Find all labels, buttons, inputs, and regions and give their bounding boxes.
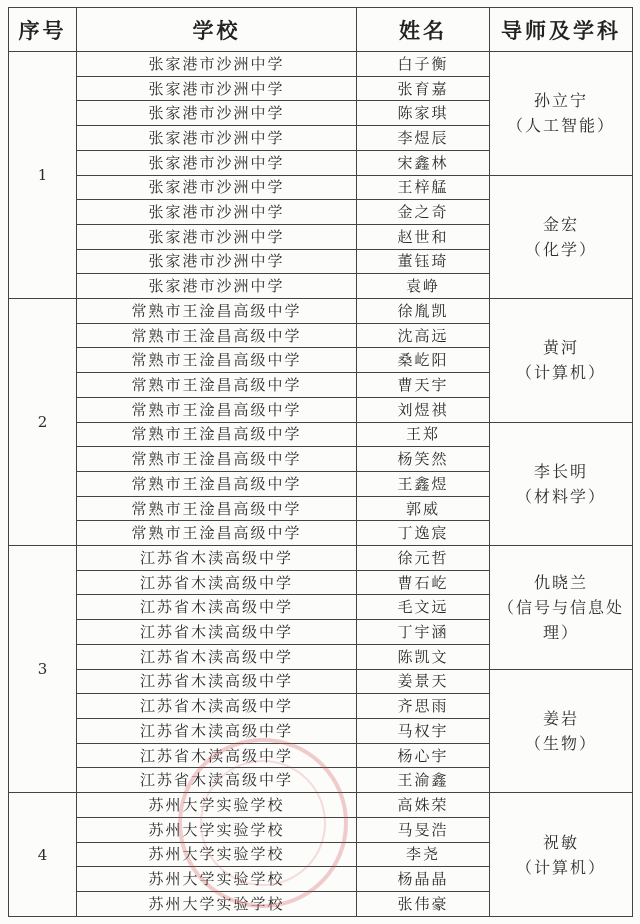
advisor-subject: （计算机） [515,363,606,383]
school-cell: 苏州大学实验学校 [77,891,357,916]
school-cell: 苏州大学实验学校 [77,793,357,818]
school-cell: 常熟市王淦昌高级中学 [77,348,357,373]
advisor-subject: （生物） [524,733,597,753]
name-cell: 杨晶晶 [357,867,490,892]
name-cell: 张伟豪 [357,891,490,916]
advisor-subject: （化学） [524,239,597,259]
school-cell: 常熟市王淦昌高级中学 [77,299,357,324]
name-cell: 马旻浩 [357,817,490,842]
school-cell: 常熟市王淦昌高级中学 [77,447,357,472]
name-cell: 刘煜祺 [357,397,490,422]
name-cell: 白子衡 [357,52,490,77]
name-cell: 李尧 [357,842,490,867]
table-body [9,52,633,917]
school-cell: 常熟市王淦昌高级中学 [77,521,357,546]
name-cell: 徐胤凯 [357,299,490,324]
name-cell: 杨心宇 [357,743,490,768]
school-cell: 常熟市王淦昌高级中学 [77,422,357,447]
school-cell: 苏州大学实验学校 [77,817,357,842]
seq-cell: 1 [9,52,77,299]
name-cell: 姜景天 [357,669,490,694]
name-cell: 赵世和 [357,224,490,249]
school-cell: 江苏省木渎高级中学 [77,644,357,669]
advisor-cell [490,299,633,423]
name-cell: 王渝鑫 [357,768,490,793]
advisor-subject: （计算机） [515,857,606,877]
school-cell: 江苏省木渎高级中学 [77,718,357,743]
name-cell: 丁逸宸 [357,521,490,546]
school-cell: 江苏省木渎高级中学 [77,743,357,768]
name-cell: 齐思雨 [357,694,490,719]
school-cell: 张家港市沙洲中学 [77,150,357,175]
roster-table [8,7,633,917]
advisor-name: 姜岩 [542,708,579,728]
name-cell: 金之奇 [357,200,490,225]
school-cell: 张家港市沙洲中学 [77,200,357,225]
advisor-cell [490,669,633,793]
advisor-name: 金宏 [542,214,579,234]
school-cell: 常熟市王淦昌高级中学 [77,323,357,348]
advisor-name: 仇晓兰 [533,572,588,592]
name-cell: 宋鑫林 [357,150,490,175]
name-cell: 李煜辰 [357,126,490,151]
name-cell: 毛文远 [357,595,490,620]
school-cell: 张家港市沙洲中学 [77,52,357,77]
name-cell: 马权宇 [357,718,490,743]
school-cell: 张家港市沙洲中学 [77,101,357,126]
name-cell: 徐元哲 [357,546,490,571]
advisor-name: 黄河 [542,338,579,358]
advisor-cell [490,175,633,299]
name-cell: 高姝荣 [357,793,490,818]
name-cell: 王梓艋 [357,175,490,200]
table-row [9,793,633,818]
name-cell: 桑屹阳 [357,348,490,373]
name-cell: 沈高远 [357,323,490,348]
name-cell: 曹石屹 [357,570,490,595]
school-cell: 江苏省木渎高级中学 [77,694,357,719]
advisor-name: 祝敏 [542,832,579,852]
school-cell: 常熟市王淦昌高级中学 [77,496,357,521]
header-name: 姓名 [357,8,490,52]
school-cell: 江苏省木渎高级中学 [77,669,357,694]
name-cell: 陈家琪 [357,101,490,126]
school-cell: 常熟市王淦昌高级中学 [77,397,357,422]
name-cell: 王郑 [357,422,490,447]
name-cell: 陈凯文 [357,644,490,669]
seq-cell: 4 [9,793,77,917]
school-cell: 江苏省木渎高级中学 [77,595,357,620]
table-row [9,669,633,694]
seq-cell: 3 [9,546,77,793]
advisor-cell [490,52,633,176]
school-cell: 常熟市王淦昌高级中学 [77,373,357,398]
table-row [9,52,633,77]
name-cell: 丁宇涵 [357,620,490,645]
school-cell: 江苏省木渎高级中学 [77,570,357,595]
table-row [9,175,633,200]
school-cell: 常熟市王淦昌高级中学 [77,471,357,496]
school-cell: 江苏省木渎高级中学 [77,546,357,571]
advisor-name: 李长明 [533,461,588,481]
advisor-cell [490,793,633,917]
table-row [9,422,633,447]
name-cell: 董钰琦 [357,249,490,274]
name-cell: 曹天宇 [357,373,490,398]
school-cell: 张家港市沙洲中学 [77,274,357,299]
name-cell: 郭威 [357,496,490,521]
advisor-subject: （人工智能） [506,116,615,136]
school-cell: 张家港市沙洲中学 [77,249,357,274]
school-cell: 张家港市沙洲中学 [77,175,357,200]
school-cell: 张家港市沙洲中学 [77,76,357,101]
seq-cell: 2 [9,299,77,546]
header-seq: 序号 [9,8,77,52]
advisor-subject: （信号与信息处理） [497,597,624,642]
header-row [9,8,633,52]
school-cell: 张家港市沙洲中学 [77,224,357,249]
school-cell: 苏州大学实验学校 [77,842,357,867]
advisor-subject: （材料学） [515,486,606,506]
advisor-name: 孙立宁 [533,91,588,111]
school-cell: 江苏省木渎高级中学 [77,768,357,793]
school-cell: 苏州大学实验学校 [77,867,357,892]
table-row [9,546,633,571]
table-row [9,299,633,324]
school-cell: 张家港市沙洲中学 [77,126,357,151]
advisor-cell [490,546,633,670]
name-cell: 袁峥 [357,274,490,299]
header-school: 学校 [77,8,357,52]
name-cell: 杨笑然 [357,447,490,472]
advisor-cell [490,422,633,546]
header-advisor: 导师及学科 [490,8,633,52]
name-cell: 王鑫煜 [357,471,490,496]
school-cell: 江苏省木渎高级中学 [77,620,357,645]
name-cell: 张育嘉 [357,76,490,101]
